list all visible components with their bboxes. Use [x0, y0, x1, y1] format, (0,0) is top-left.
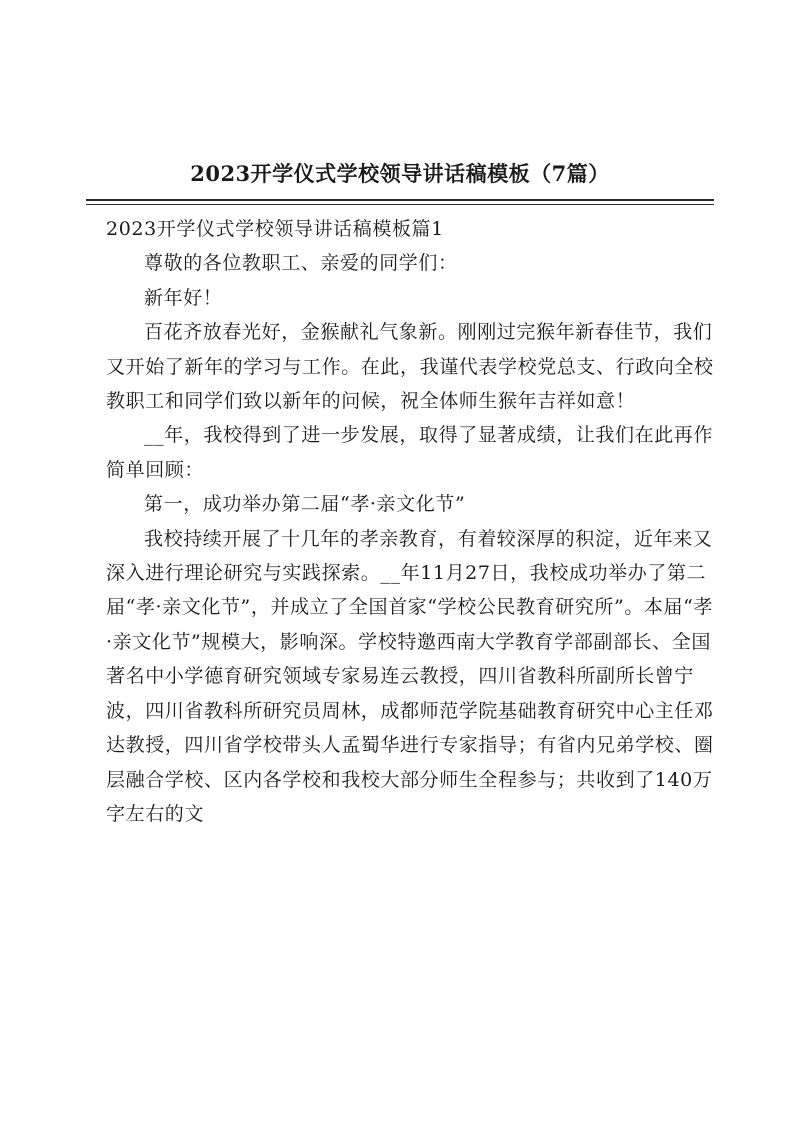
title-underline-thin	[86, 204, 714, 205]
paragraph-opening: 百花齐放春光好，金猴献礼气象新。刚刚过完猴年新春佳节，我们又开始了新年的学习与工作。在此，我谨代表学校党总支、行政向全校教职工和同学们致以新年的问候，祝全体师生猴年吉祥如意！	[106, 321, 714, 413]
document-body	[106, 212, 718, 831]
section-heading: 2023开学仪式学校领导讲话稿模板篇1	[106, 218, 444, 240]
paragraph-festival-details: 我校持续开展了十几年的孝亲教育，有着较深厚的积淀，近年来又深入进行理论研究与实践探索。__年11月27日，我校成功举办了第二届“孝·亲文化节”，并成立了全国首家“学校公民教育研究所”。本届“孝·亲文化节”规模大，影响深。学校特邀西南大学教育学部副部长、全国著名中小学德育研究领域专家易连云教授，四川省教科所副所长曾宁波，四川省教科所研究员周林，成都师范学院基础教育研究中心主任邓达教授，四川省学校带头人孟蜀华进行专家指导；有省内兄弟学校、圈层融合学校、区内各学校和我校大部分师生全程参与；共收到了140万字左右的文	[106, 527, 714, 825]
document-title: 2023开学仪式学校领导讲话稿模板（7篇）	[190, 161, 610, 186]
paragraph-review-intro: __年，我校得到了进一步发展，取得了显著成绩，让我们在此再作简单回顾：	[106, 424, 714, 481]
paragraph-greeting: 尊敬的各位教职工、亲爱的同学们：	[144, 252, 458, 275]
paragraph-first-point: 第一，成功举办第二届“孝·亲文化节”	[144, 493, 466, 516]
title-underline-thick	[86, 199, 714, 201]
paragraph-new-year: 新年好！	[144, 286, 223, 309]
